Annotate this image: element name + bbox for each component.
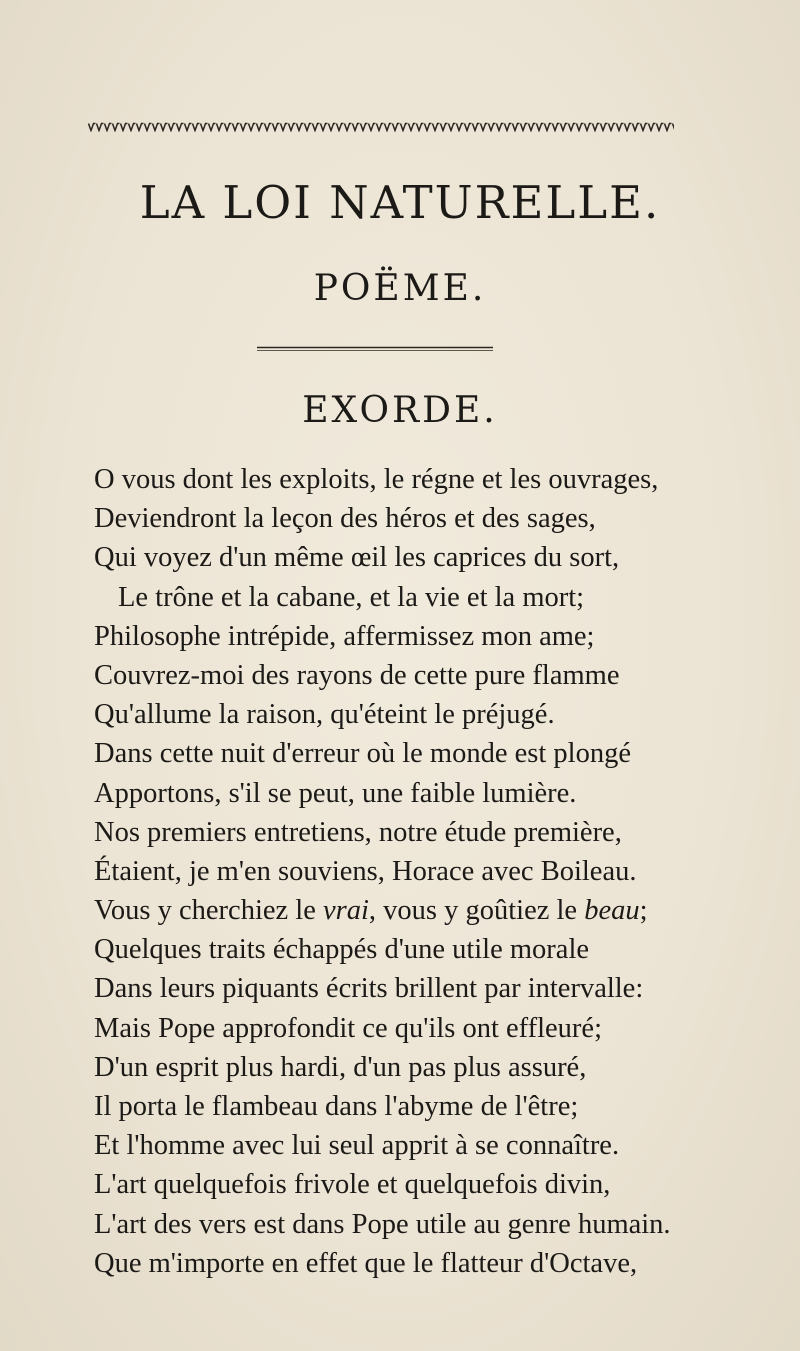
verse-line: Nos premiers entretiens, notre étude première, [94, 816, 622, 848]
verse-line: Le trône et la cabane, et la vie et la mort; [118, 581, 585, 613]
ornament-pattern [88, 122, 674, 132]
verse-line: Quelques traits échappés d'une utile morale [94, 934, 590, 966]
verse-emphasis-vrai: vrai [322, 895, 369, 927]
verse-line: Apportons, s'il se peut, une faible lumière. [94, 777, 577, 809]
verse-text: Vous y cherchiez le [94, 895, 323, 927]
poem-verses [94, 460, 734, 1283]
verse-line: Il porta le flambeau dans l'abyme de l'être; [94, 1091, 579, 1122]
page-title: LA LOI NATURELLE. [139, 176, 661, 229]
verse-line: L'art des vers est dans Pope utile au genre humain. [94, 1208, 671, 1240]
verse-emphasis-beau: beau [584, 895, 640, 927]
verse-line: Philosophe intrépide, affermissez mon ame; [94, 620, 595, 652]
verse-line: Dans leurs piquants écrits brillent par intervalle: [94, 973, 644, 1005]
section-heading: EXORDE. [302, 390, 498, 431]
verse-line-with-italics [94, 891, 734, 930]
verse-line: Qu'allume la raison, qu'éteint le préjugé. [94, 699, 555, 731]
verse-line: D'un esprit plus hardi, d'un pas plus assuré, [94, 1051, 587, 1083]
verse-text: , vous y goûtiez le [368, 895, 585, 927]
verse-line: Mais Pope approfondit ce qu'ils ont effleuré; [94, 1012, 602, 1044]
verse-text: ; [639, 895, 648, 927]
verse-line: Que m'importe en effet que le flatteur d'Octave, [94, 1247, 638, 1279]
verse-line: Étaient, je m'en souviens, Horace avec Boileau. [94, 855, 637, 887]
verse-line: Qui voyez d'un même œil les caprices du sort, [94, 542, 620, 574]
subtitle: POËME. [313, 268, 487, 309]
divider-rule [257, 346, 493, 352]
verse-line: O vous dont les exploits, le régne et les ouvrages, [94, 464, 659, 495]
verse-line: Et l'homme avec lui seul apprit à se connaître. [94, 1130, 620, 1162]
verse-line: L'art quelquefois frivole et quelquefois divin, [94, 1169, 611, 1201]
ornament-border [88, 122, 674, 132]
verse-line: Dans cette nuit d'erreur où le monde est plongé [94, 738, 631, 770]
verse-line: Couvrez-moi des rayons de cette pure flamme [94, 659, 620, 691]
verse-line: Deviendront la leçon des héros et des sages, [94, 503, 596, 535]
